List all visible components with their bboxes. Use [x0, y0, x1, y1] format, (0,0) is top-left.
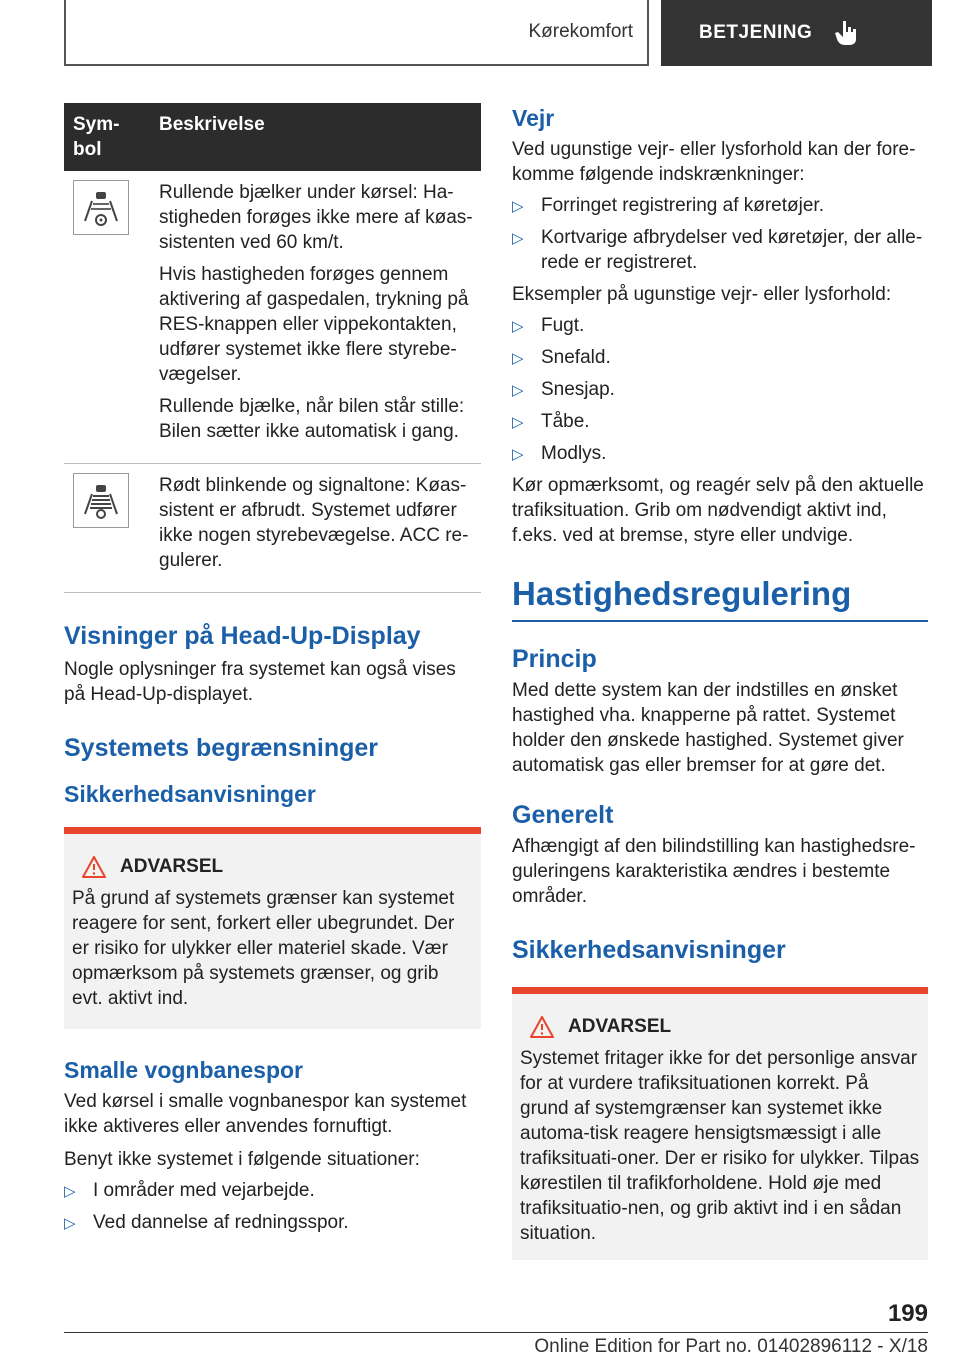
warning-box — [64, 827, 481, 1029]
warning-triangle-icon — [530, 1016, 554, 1038]
triangle-bullet-icon: ▷ — [512, 318, 524, 335]
page-number: 199 — [887, 1300, 928, 1327]
warning-triangle-icon — [82, 856, 106, 878]
general-heading: Generelt — [512, 801, 614, 829]
list-item: ▷ Snefald. — [512, 345, 928, 370]
warning-label: ADVARSEL — [568, 1016, 672, 1037]
weather-text: Ved ugunstige vejr- eller lysforhold kan der fore-komme følgende indskrænkninger: — [512, 139, 916, 185]
triangle-bullet-icon: ▷ — [512, 446, 524, 463]
weather-heading: Vejr — [512, 105, 555, 131]
warning-box-right — [512, 987, 928, 1260]
warning-text: På grund af systemets grænser kan systemet reagere for sent, forkert eller ubegrundet. Der er risiko for ulykker eller materiel skade. Vær opmærksom på systemets grænser, og grib evt. aktivt ind. — [72, 888, 455, 1009]
triangle-bullet-icon: ▷ — [64, 1215, 76, 1232]
triangle-bullet-icon: ▷ — [512, 382, 524, 399]
triangle-bullet-icon: ▷ — [512, 198, 524, 215]
list-item: ▷ I områder med vejarbejde. — [64, 1178, 481, 1203]
table-header-description: Beskrivelse — [150, 103, 481, 171]
list-item: ▷ Snesjap. — [512, 377, 928, 402]
examples-list — [512, 313, 928, 466]
narrow-lanes-list — [64, 1178, 481, 1235]
right-column — [512, 103, 928, 1260]
table-cell-text: Rullende bjælker under kørsel: Ha-stigheden forøges ikke mere af køas-sistenten ved 60 km/t. — [159, 182, 473, 253]
speed-control-heading: Hastighedsregulering — [512, 574, 928, 622]
vehicle-lane-icon — [73, 180, 129, 235]
safety-heading-right: Sikkerhedsanvisninger — [512, 936, 786, 964]
table-row — [64, 464, 481, 593]
warning-label: ADVARSEL — [120, 856, 224, 877]
chapter-title: BETJENING — [699, 22, 813, 43]
weather-list — [512, 193, 928, 275]
symbol-table — [64, 103, 481, 593]
section-tab — [64, 0, 649, 66]
attention-text: Kør opmærksomt, og reagér selv på den aktuelle trafiksituation. Grib om nødvendigt aktivt ind, f.eks. ved at bremse, styre eller undvige. — [512, 475, 924, 546]
list-item: ▷ Tåbe. — [512, 409, 928, 434]
list-item: ▷ Forringet registrering af køretøjer. — [512, 193, 928, 218]
table-header-symbol: Sym- bol — [64, 103, 150, 171]
warning-text: Systemet fritager ikke for det personlige ansvar for at vurdere trafiksituationen korrekt. På grund af systemgrænser kan systemet ikke automa-tisk reagere hensigtsmæssigt i alle trafiksituati-oner. Der er risiko for ulykker. Tilpas kørestilen til trafikforholdene. Hold øje med trafiksituatio-nen, og grib aktivt ind i en sådan situation. — [520, 1048, 920, 1244]
edition-text: Online Edition for Part no. 01402896112 - X/18 — [534, 1336, 928, 1357]
safety-heading: Sikkerhedsanvisninger — [64, 781, 316, 807]
hand-pointer-icon — [834, 19, 860, 47]
footer-divider — [64, 1332, 928, 1333]
narrow-lanes-heading: Smalle vognbanespor — [64, 1057, 304, 1083]
left-column — [64, 103, 481, 1242]
principle-text: Med dette system kan der indstilles en ønsket hastighed vha. knapperne på rattet. Systemet holder den ønskede hastighed. Systemet giver automatisk gas eller bremser for at gøre det. — [512, 680, 904, 776]
list-item: ▷ Ved dannelse af redningsspor. — [64, 1210, 481, 1235]
list-item: ▷ Modlys. — [512, 441, 928, 466]
table-cell-text: Hvis hastigheden forøges gennem aktivering af gaspedalen, trykning på RES-knappen eller vippekontakten, udfører systemet ikke flere styrebe-vægelser. — [159, 264, 469, 385]
hud-heading: Visninger på Head-Up-Display — [64, 622, 421, 650]
triangle-bullet-icon: ▷ — [512, 414, 524, 431]
table-cell-text: Rødt blinkende og signaltone: Køas-sistent er afbrudt. Systemet udfører ikke nogen styrebevægelse. ACC re-gulerer. — [159, 475, 469, 571]
limits-heading: Systemets begrænsninger — [64, 734, 378, 762]
hud-text: Nogle oplysninger fra systemet kan også vises på Head-Up-displayet. — [64, 659, 456, 705]
narrow-lanes-text: Ved kørsel i smalle vognbanespor kan systemet ikke aktiveres eller anvendes fornuftigt. — [64, 1091, 467, 1137]
narrow-lanes-text-2: Benyt ikke systemet i følgende situationer: — [64, 1149, 420, 1170]
list-item: ▷ Fugt. — [512, 313, 928, 338]
chapter-tab — [661, 0, 932, 66]
section-title: Kørekomfort — [528, 21, 633, 42]
triangle-bullet-icon: ▷ — [512, 230, 524, 247]
vehicle-alert-icon — [73, 473, 129, 528]
principle-heading: Princip — [512, 645, 597, 673]
list-item: ▷ Kortvarige afbrydelser ved køretøjer, der alle-rede er registreret. — [512, 227, 923, 273]
triangle-bullet-icon: ▷ — [64, 1183, 76, 1200]
triangle-bullet-icon: ▷ — [512, 350, 524, 367]
general-text: Afhængigt af den bilindstilling kan hastighedsre-guleringens karakteristika ændres i bestemte områder. — [512, 836, 916, 907]
page-header — [64, 0, 932, 66]
examples-text: Eksempler på ugunstige vejr- eller lysforhold: — [512, 284, 892, 305]
table-cell-text: Rullende bjælke, når bilen står stille: Bilen sætter ikke automatisk i gang. — [159, 396, 465, 442]
table-row — [64, 171, 481, 464]
